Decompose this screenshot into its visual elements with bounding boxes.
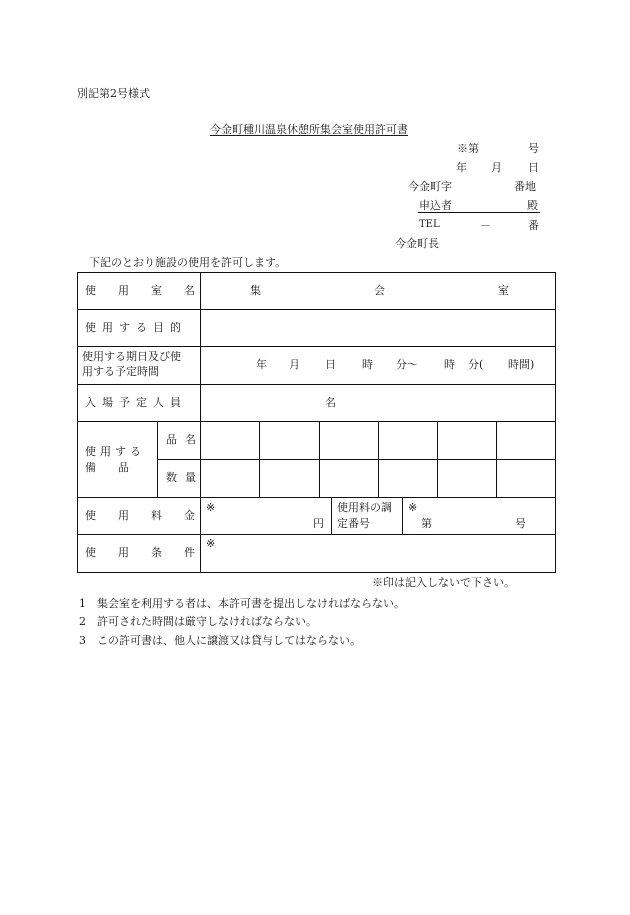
date-month: 月 — [491, 161, 502, 174]
period-hour-start: 時 — [362, 358, 373, 371]
adjust-suffix: 号 — [515, 517, 526, 530]
period-year: 年 — [256, 358, 267, 371]
adjust-mark: ※ — [408, 501, 418, 514]
rule-number: 2 — [79, 615, 86, 628]
rule-text: 集会室を利用する者は、本許可書を提出しなければならない。 — [97, 597, 405, 610]
address-prefix: 今金町字 — [408, 180, 452, 193]
conditions-label: 使 用 条 件 — [85, 546, 195, 559]
period-minute-start: 分～ — [396, 358, 418, 371]
conditions-mark: ※ — [206, 537, 216, 550]
period-duration: 時間) — [508, 358, 535, 371]
tel-suffix: 番 — [528, 219, 539, 232]
attendance-unit: 名 — [325, 396, 336, 409]
purpose-label: 使用する目的 — [85, 321, 187, 334]
room-value-1: 集 — [250, 284, 261, 297]
period-hour-end: 時 — [444, 358, 455, 371]
rule-number: 1 — [79, 597, 86, 610]
period-label-line2: 用する予定時間 — [82, 365, 159, 378]
period-month: 月 — [289, 358, 300, 371]
item-name-label: 品名 — [166, 433, 204, 446]
applicant-label: 申込者 — [419, 199, 452, 212]
rule-text: この許可書は、他人に譲渡又は貸与してはならない。 — [97, 634, 361, 647]
period-minute-end: 分( — [468, 358, 484, 371]
period-label-line1: 使用する期日及び使 — [82, 350, 181, 363]
honorific: 殿 — [527, 199, 538, 212]
fee-label: 使 用 料 金 — [85, 509, 195, 522]
form-title: 今金町種川温泉休憩所集会室使用許可書 — [210, 123, 408, 136]
form-id: 別記第2号様式 — [77, 87, 150, 100]
date-year: 年 — [456, 161, 467, 174]
period-day: 日 — [325, 358, 336, 371]
address-suffix: 番地 — [514, 180, 536, 193]
date-day: 日 — [528, 161, 539, 174]
adjust-label-line1: 使用料の調 — [337, 501, 392, 514]
fee-unit: 円 — [313, 517, 324, 530]
note-text: ※印は記入しないで下さい。 — [372, 576, 515, 589]
number-mark: ※第 — [457, 142, 479, 155]
applicant-underline — [418, 212, 540, 213]
tel-label: TEL — [419, 219, 440, 230]
issuer: 今金町長 — [395, 237, 439, 250]
room-value-3: 室 — [498, 284, 509, 297]
quantity-label: 数量 — [166, 471, 204, 484]
tel-dash: － — [480, 219, 491, 232]
equipment-label-line1: 使用する — [85, 445, 145, 458]
number-suffix: 号 — [528, 142, 539, 155]
equipment-label-line2: 備 品 — [85, 461, 129, 474]
fee-mark: ※ — [206, 501, 216, 514]
attendance-label: 入場予定人員 — [85, 396, 187, 409]
adjust-label-line2: 定番号 — [337, 517, 370, 530]
room-label: 使 用 室 名 — [85, 284, 195, 297]
room-value-2: 会 — [374, 284, 385, 297]
intro-text: 下記のとおり施設の使用を許可します。 — [89, 256, 287, 269]
rule-text: 許可された時間は厳守しなければならない。 — [97, 615, 317, 628]
adjust-prefix: 第 — [421, 517, 432, 530]
rule-number: 3 — [79, 634, 86, 647]
